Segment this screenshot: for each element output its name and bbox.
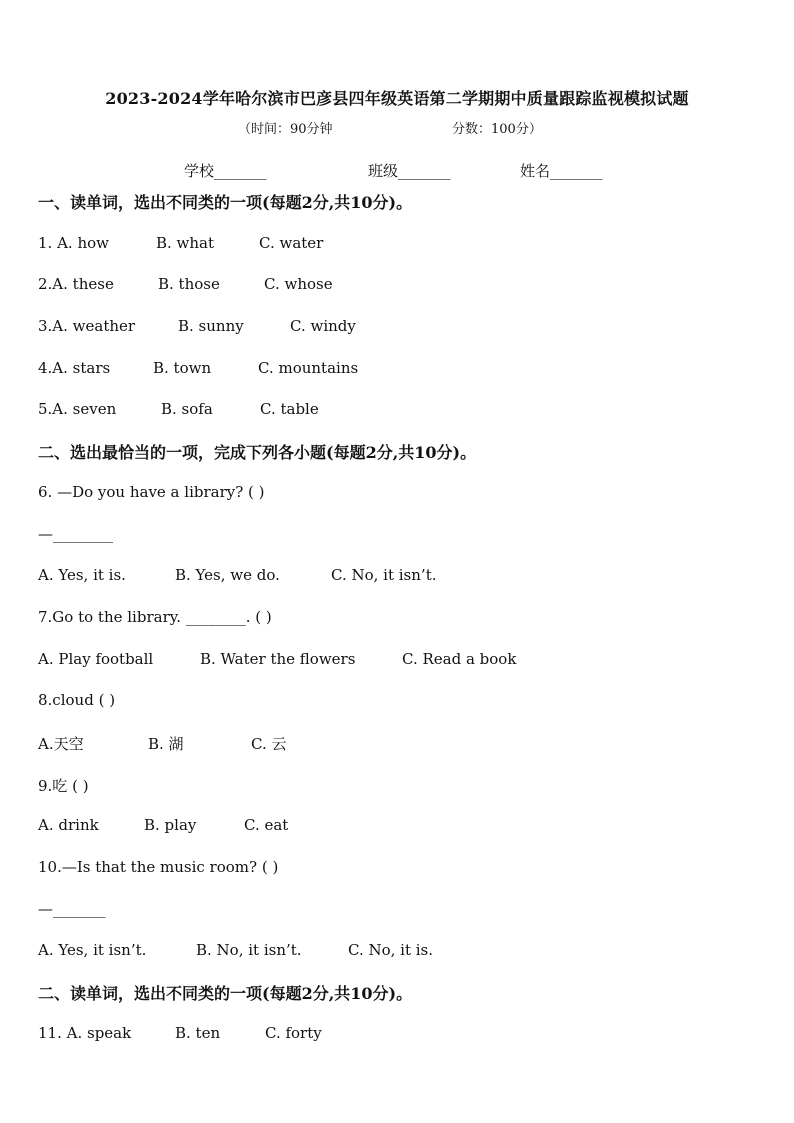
q4-option-a[interactable]: 4.A. stars [38, 359, 111, 377]
q5-option-b[interactable]: B. sofa [161, 400, 213, 418]
question-10-stem: 10.—Is that the music room? ( ) [38, 858, 279, 876]
q11-option-a[interactable]: 11. A. speak [38, 1024, 132, 1042]
q5-option-c[interactable]: C. table [260, 400, 319, 418]
question-6-blank[interactable]: —________ [38, 525, 113, 543]
q10-option-a[interactable]: A. Yes, it isn’t. [38, 941, 147, 959]
q6-option-a[interactable]: A. Yes, it is. [38, 566, 126, 584]
q11-option-c[interactable]: C. forty [265, 1024, 322, 1042]
question-10-blank[interactable]: —_______ [38, 900, 106, 918]
question-7-stem: 7.Go to the library. ________. ( ) [38, 608, 272, 626]
school-field[interactable]: 学校_______ [184, 162, 267, 180]
q1-option-a[interactable]: 1. A. how [38, 234, 109, 252]
q9-option-a[interactable]: A. drink [38, 816, 99, 834]
exam-score: 分数：100分） [452, 122, 542, 137]
q6-option-b[interactable]: B. Yes, we do. [175, 566, 280, 584]
q10-option-c[interactable]: C. No, it is. [348, 941, 434, 959]
q5-option-a[interactable]: 5.A. seven [38, 400, 117, 418]
q3-option-b[interactable]: B. sunny [178, 317, 244, 335]
exam-time: （时间：90分钟 [238, 122, 333, 137]
exam-title: 2023-2024学年哈尔滨市巴彦县四年级英语第二学期期中质量跟踪监视模拟试题 [105, 89, 689, 108]
question-6-stem: 6. —Do you have a library? ( ) [38, 483, 265, 501]
q3-option-a[interactable]: 3.A. weather [38, 317, 136, 335]
q6-option-c[interactable]: C. No, it isn’t. [331, 566, 437, 584]
q8-option-c[interactable]: C. 云 [251, 735, 287, 753]
section-1-heading: 一、读单词，选出不同类的一项(每题2分,共10分)。 [38, 193, 413, 212]
q2-option-c[interactable]: C. whose [264, 275, 333, 293]
q7-option-a[interactable]: A. Play football [38, 650, 154, 668]
q9-option-b[interactable]: B. play [144, 816, 197, 834]
q4-option-b[interactable]: B. town [153, 359, 212, 377]
q3-option-c[interactable]: C. windy [290, 317, 356, 335]
section-2-heading: 二、选出最恰当的一项，完成下列各小题(每题2分,共10分)。 [38, 443, 477, 462]
q4-option-c[interactable]: C. mountains [258, 359, 359, 377]
class-field[interactable]: 班级_______ [368, 162, 451, 180]
q9-option-c[interactable]: C. eat [244, 816, 289, 834]
q1-option-c[interactable]: C. water [259, 234, 324, 252]
q8-option-a[interactable]: A.天空 [38, 735, 84, 753]
q2-option-a[interactable]: 2.A. these [38, 275, 114, 293]
section-3-heading: 二、读单词，选出不同类的一项(每题2分,共10分)。 [38, 984, 413, 1003]
q8-option-b[interactable]: B. 湖 [148, 735, 184, 753]
q7-option-b[interactable]: B. Water the flowers [200, 650, 356, 668]
q7-option-c[interactable]: C. Read a book [402, 650, 517, 668]
q10-option-b[interactable]: B. No, it isn’t. [196, 941, 302, 959]
name-field[interactable]: 姓名_______ [520, 162, 603, 180]
question-9-stem: 9.吃 ( ) [38, 777, 89, 795]
q2-option-b[interactable]: B. those [158, 275, 220, 293]
q1-option-b[interactable]: B. what [156, 234, 215, 252]
q11-option-b[interactable]: B. ten [175, 1024, 221, 1042]
question-8-stem: 8.cloud ( ) [38, 691, 116, 709]
